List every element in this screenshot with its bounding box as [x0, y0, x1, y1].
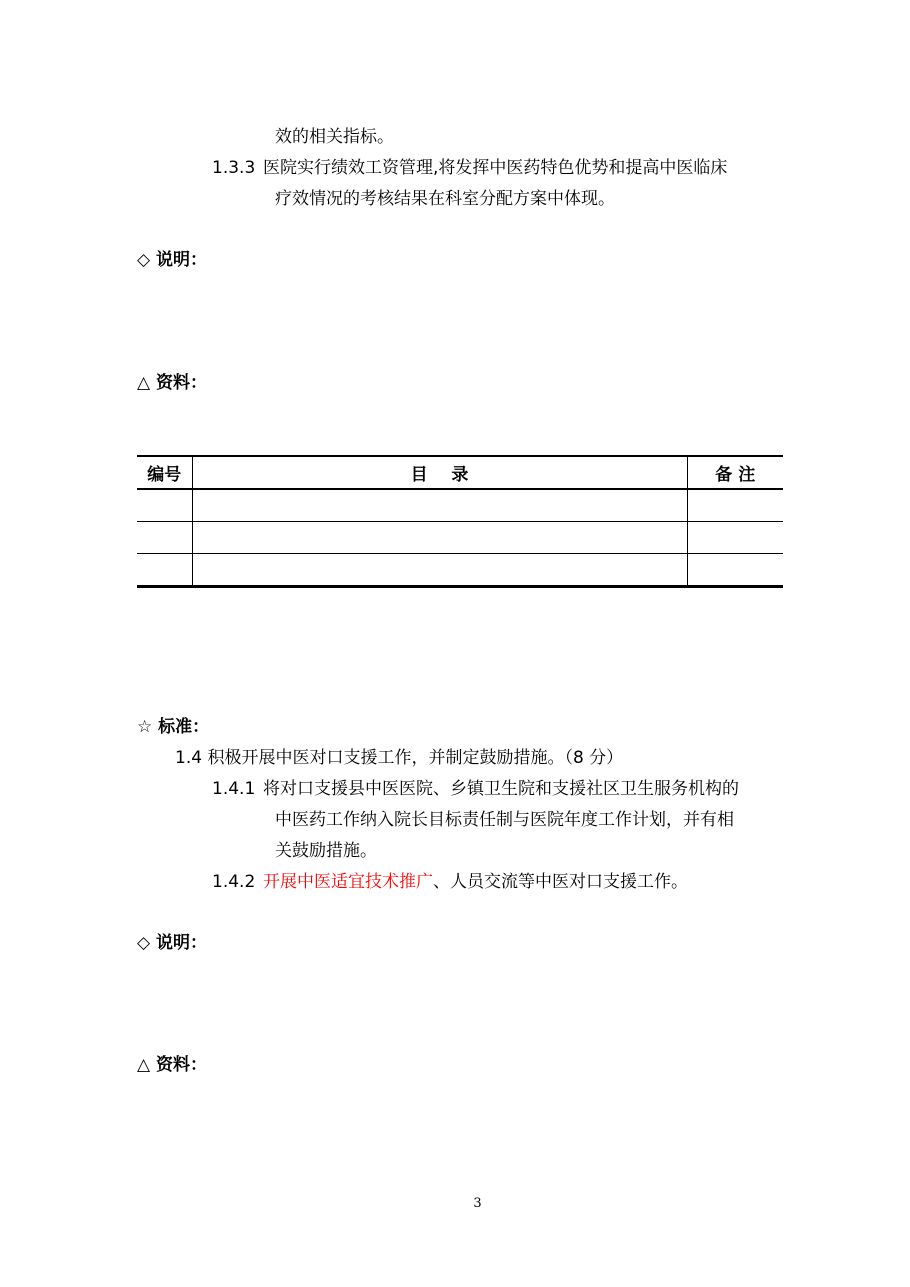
header-contents: 目 录 — [192, 456, 687, 489]
text-line: 中医药工作纳入院长目标责任制与医院年度工作计划，并有相 — [275, 810, 734, 830]
material-label: △ 资料： — [137, 1055, 207, 1075]
header-remarks: 备 注 — [687, 456, 783, 489]
text-line: 关鼓励措施。 — [275, 841, 377, 861]
cell-remarks[interactable] — [687, 522, 783, 554]
text-span: 、人员交流等中医对口支援工作。 — [433, 872, 688, 892]
note-label: ◇ 说明： — [137, 933, 207, 953]
table-row — [137, 489, 783, 522]
cell-number[interactable] — [137, 522, 192, 554]
text-line — [263, 871, 688, 893]
material-label: △ 资料： — [137, 373, 207, 393]
cell-remarks[interactable] — [687, 554, 783, 587]
text-line: 效的相关指标。 — [275, 127, 394, 147]
standard-label: ☆ 标准： — [137, 717, 210, 737]
text-line: 将对口支援县中医医院、乡镇卫生院和支援社区卫生服务机构的 — [263, 779, 739, 799]
item-number: 1.4.1 — [212, 779, 256, 799]
cell-number[interactable] — [137, 554, 192, 587]
page-number: 3 — [473, 1196, 482, 1211]
table-row — [137, 522, 783, 554]
table-row — [137, 554, 783, 587]
cell-contents[interactable] — [192, 489, 687, 522]
table-header-row — [137, 456, 783, 489]
material-table — [137, 455, 783, 588]
item-heading: 1.4 积极开展中医对口支援工作，并制定鼓励措施。（8 分） — [175, 748, 624, 768]
header-number: 编号 — [137, 456, 192, 489]
cell-number[interactable] — [137, 489, 192, 522]
text-line: 疗效情况的考核结果在科室分配方案中体现。 — [275, 189, 615, 209]
cell-remarks[interactable] — [687, 489, 783, 522]
cell-contents[interactable] — [192, 522, 687, 554]
highlighted-text: 开展中医适宜技术推广 — [263, 872, 433, 892]
item-number: 1.4.2 — [212, 872, 256, 892]
item-number: 1.3.3 — [212, 158, 256, 178]
cell-contents[interactable] — [192, 554, 687, 587]
note-label: ◇ 说明： — [137, 250, 207, 270]
text-line: 医院实行绩效工资管理,将发挥中医药特色优势和提高中医临床 — [263, 158, 728, 178]
